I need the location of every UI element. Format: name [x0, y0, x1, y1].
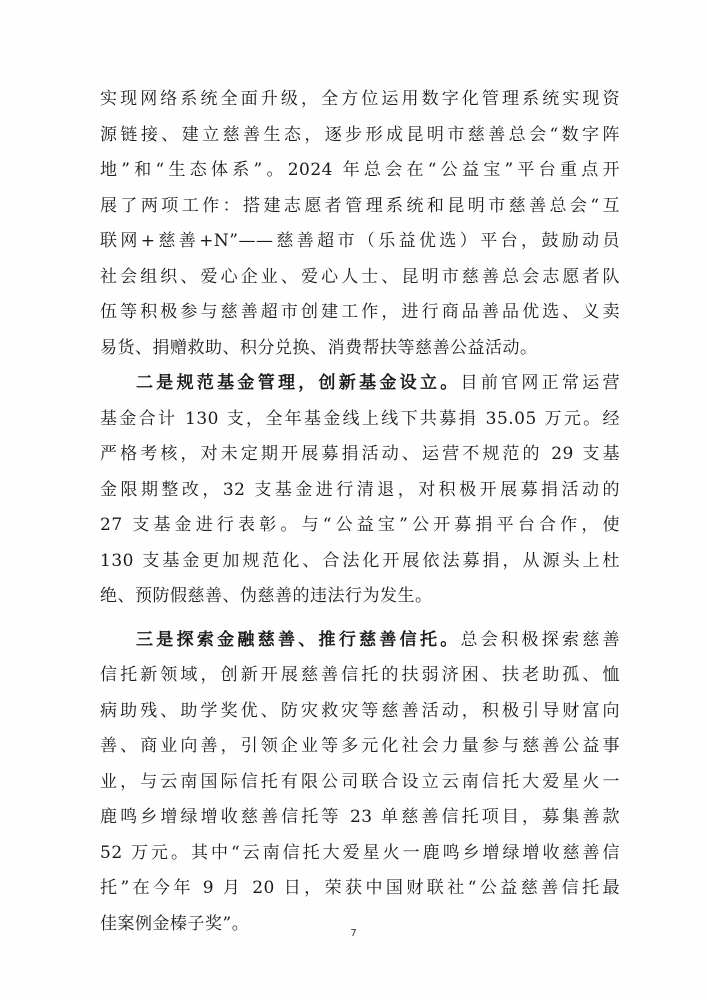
text-line: 源链接、建立慈善生态，逐步形成昆明市慈善总会“数字阵: [100, 124, 620, 145]
text-line: 130 支基金更加规范化、合法化开展依法募捐，从源头上杜: [100, 550, 620, 571]
text-line: 托”在今年 9 月 20 日，荣获中国财联社“公益慈善信托最: [100, 878, 620, 898]
text-line: 业，与云南国际信托有限公司联合设立云南信托大爱星火一: [100, 771, 620, 792]
text-line: 52 万元。其中“云南信托大爱星火一鹿鸣乡增绿增收慈善信: [100, 842, 620, 863]
text-line: 鹿鸣乡增绿增收慈善信托等 23 单慈善信托项目，募集善款: [100, 807, 620, 827]
text-line: 信托新领域，创新开展慈善信托的扶弱济困、扶老助孤、恤: [100, 665, 620, 685]
text-line: 27 支基金进行表彰。与“公益宝”公开募捐平台合作，使: [100, 515, 620, 535]
paragraph-text: 目前官网正常运营: [460, 373, 620, 393]
text-line: 佳案例金榛子奖”。: [100, 913, 250, 934]
page-number: 7: [350, 928, 357, 939]
text-line: 地”和“生态体系”。2024 年总会在“公益宝”平台重点开: [100, 160, 620, 180]
text-line: 金限期整改，32 支基金进行清退，对积极开展募捐活动的: [100, 479, 620, 500]
paragraph-first-line: [100, 366, 620, 402]
text-line: 联网+慈善+N”——慈善超市（乐益优选）平台，鼓励动员: [100, 231, 620, 251]
text-line: 病助残、助学奖优、防灾救灾等慈善活动，积极引导财富向: [100, 700, 620, 721]
text-line: 严格考核，对未定期开展募捐活动、运营不规范的 29 支基: [100, 444, 620, 464]
paragraph-fund-management: [100, 366, 620, 615]
text-line: 绝、预防假慈善、伪慈善的违法行为发生。: [100, 586, 433, 606]
text-line: 易货、捐赠救助、积分兑换、消费帮扶等慈善公益活动。: [100, 337, 538, 358]
paragraph-charitable-trust: [100, 623, 620, 943]
paragraph-text: 总会积极探索慈善: [460, 629, 620, 650]
body-text: [100, 82, 620, 942]
paragraph-digital-platform: [100, 82, 620, 366]
text-line: 基金合计 130 支，全年基金线上线下共募捐 35.05 万元。经: [100, 408, 620, 429]
paragraph-first-line: [100, 623, 620, 659]
text-line: 实现网络系统全面升级，全方位运用数字化管理系统实现资: [100, 89, 620, 109]
text-line: 社会组织、爱心企业、爱心人士、昆明市慈善总会志愿者队: [100, 266, 620, 287]
paragraph-heading: 三是探索金融慈善、推行慈善信托。: [136, 629, 461, 650]
text-line: 展了两项工作：搭建志愿者管理系统和昆明市慈善总会“互: [100, 195, 620, 216]
text-line: 善、商业向善，引领企业等多元化社会力量参与慈善公益事: [100, 736, 620, 756]
paragraph-heading: 二是规范基金管理，创新基金设立。: [136, 373, 461, 393]
text-line: 伍等积极参与慈善超市创建工作，进行商品善品优选、义卖: [100, 302, 620, 322]
